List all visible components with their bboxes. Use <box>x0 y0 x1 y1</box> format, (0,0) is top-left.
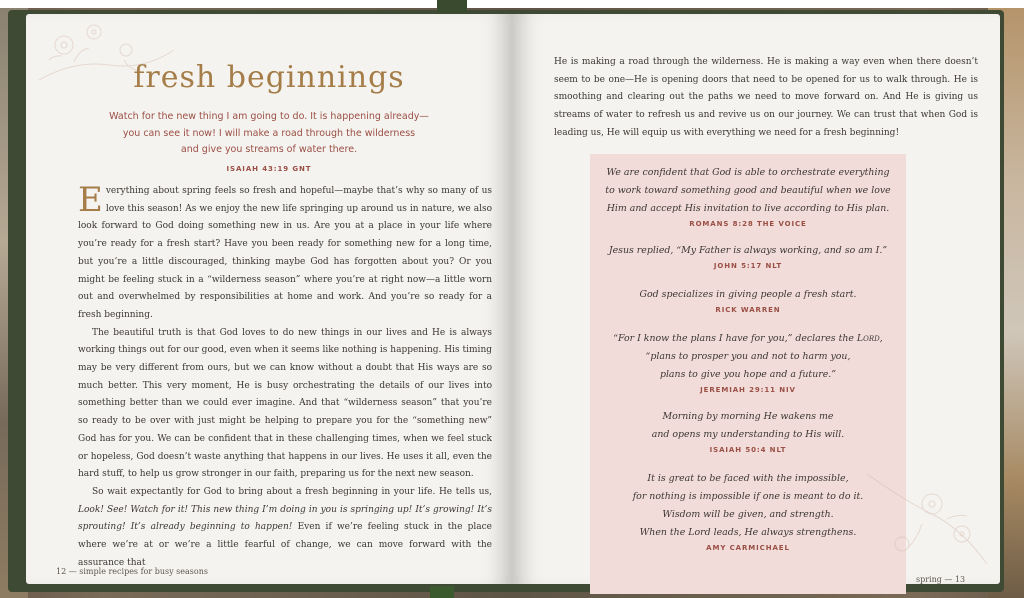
page-title: fresh beginnings <box>133 60 405 95</box>
quote-block <box>590 286 906 316</box>
quote-reference: RICK WARREN <box>715 306 781 314</box>
floral-decoration-icon <box>862 454 992 574</box>
quote-block <box>590 470 906 554</box>
page-folio-left: 12 — simple recipes for busy seasons <box>56 567 208 576</box>
quote-box <box>590 154 906 594</box>
paragraph-3-start: So wait expectantly for God to bring about a fresh beginning in your life. He tells us, <box>92 486 492 497</box>
quote-line: to work toward something good and beautiful when we love <box>605 185 891 196</box>
bookmark-ribbon-bottom <box>430 586 454 598</box>
paragraph-1 <box>78 180 492 325</box>
quote-block <box>590 408 906 456</box>
quote-line: for nothing is impossible if one is meant to do it. <box>632 491 864 502</box>
epigraph-ref-text: ISAIAH 43:19 GNT <box>226 165 312 173</box>
paragraph-3-end: Even if we’re feeling stuck in the place where we’re at or we’re a little fearful of change, we can move forward with the assurance that <box>78 522 492 568</box>
epigraph <box>86 109 452 159</box>
quote-block <box>590 242 906 272</box>
paragraph-1-text: verything about spring feels so fresh and hopeful—maybe that’s why so many of us love this season! As we enjoy the new life springing up around us in nature, we also look forward to God doing something new in us. Are you at a place in your life where you’re ready for a fresh start? Have you been ready for something new for a long time, but you’re a little discouraged, thinking maybe God has forgotten about you? Or you might be feeling stuck in a “wilderness season” where you’re at right now—a little worn out and overwhelmed by responsibilities at home and work. And you’re so ready for a fresh beginning. <box>78 186 492 320</box>
quote-reference: JEREMIAH 29:11 NIV <box>700 386 796 394</box>
quote-line: Him and accept His invitation to live according to His plan. <box>606 203 890 214</box>
epigraph-line: Watch for the new thing I am going to do. It is happening already— <box>109 111 429 122</box>
quote-reference: ROMANS 8:28 THE VOICE <box>689 220 807 228</box>
right-page <box>512 14 1000 584</box>
epigraph-line: and give you streams of water there. <box>180 144 358 155</box>
paragraph-3-italic: Look! See! Watch for it! This new thing I’m doing in you is springing up! It’s growing! It’s sprouting! It’s already beginning to happen! <box>78 504 492 533</box>
right-paragraph: He is making a road through the wilderness. He is making a way even when there doesn’t seem to be one—He is opening doors that need to be opened for us to walk through. He is smoothing and clearing out the paths we need to move forward on. And He is giving us streams of water to refresh us and revive us on our journey. We can trust that when God is leading us, He will equip us with everything we need for a fresh beginning! <box>554 57 978 138</box>
body-text <box>78 180 492 572</box>
quote-reference: AMY CARMICHAEL <box>706 544 790 552</box>
quote-line: We are confident that God is able to orchestrate everything <box>606 167 890 178</box>
quote-line: When the Lord leads, He always strengthens. <box>639 527 857 538</box>
page-folio-right: spring — 13 <box>916 575 966 584</box>
quote-line: and opens my understanding to His will. <box>651 429 845 440</box>
quote-reference: JOHN 5:17 NLT <box>713 262 783 270</box>
quote-block <box>590 330 906 396</box>
quote-reference: ISAIAH 50:4 NLT <box>709 446 787 454</box>
quote-line: Morning by morning He wakens me <box>662 411 834 422</box>
epigraph-reference <box>26 156 512 175</box>
quote-block <box>590 164 906 230</box>
quote-line: “For I know the plans I have for you,” declares the Lord, <box>613 333 883 344</box>
left-page <box>26 14 512 584</box>
epigraph-line: you can see it now! I will make a road through the wilderness <box>122 127 416 139</box>
quote-line: “plans to prosper you and not to harm you, <box>645 351 851 362</box>
paragraph-2: The beautiful truth is that God loves to do new things in our lives and He is always working things out for our good, even when it seems like nothing is happening. His timing may be very different from ours, but we can know without a doubt that His ways are so much better. This very moment, He is busy orchestrating the details of our lives into something better than we could ever imagine. And that “wilderness season” that you’re so ready to be over with just might be helping to prepare you for the “something new” God has for you. We can be confident that in these challenging times, when we feel stuck or hopeless, God doesn’t waste anything that happens in our lives. He uses it all, even the hard stuff, to help us grow stronger in our faith, preparing us for the next new season. <box>78 327 492 480</box>
quote-line: It is great to be faced with the impossible, <box>647 473 849 484</box>
drop-cap: E <box>78 180 103 220</box>
quote-line: Jesus replied, “My Father is always working, and so am I.” <box>608 245 888 256</box>
quote-line: plans to give you hope and a future.” <box>659 369 837 380</box>
quote-line: Wisdom will be given, and strength. <box>662 509 834 520</box>
paragraph-3 <box>78 484 492 573</box>
quote-line: God specializes in giving people a fresh start. <box>639 289 857 300</box>
